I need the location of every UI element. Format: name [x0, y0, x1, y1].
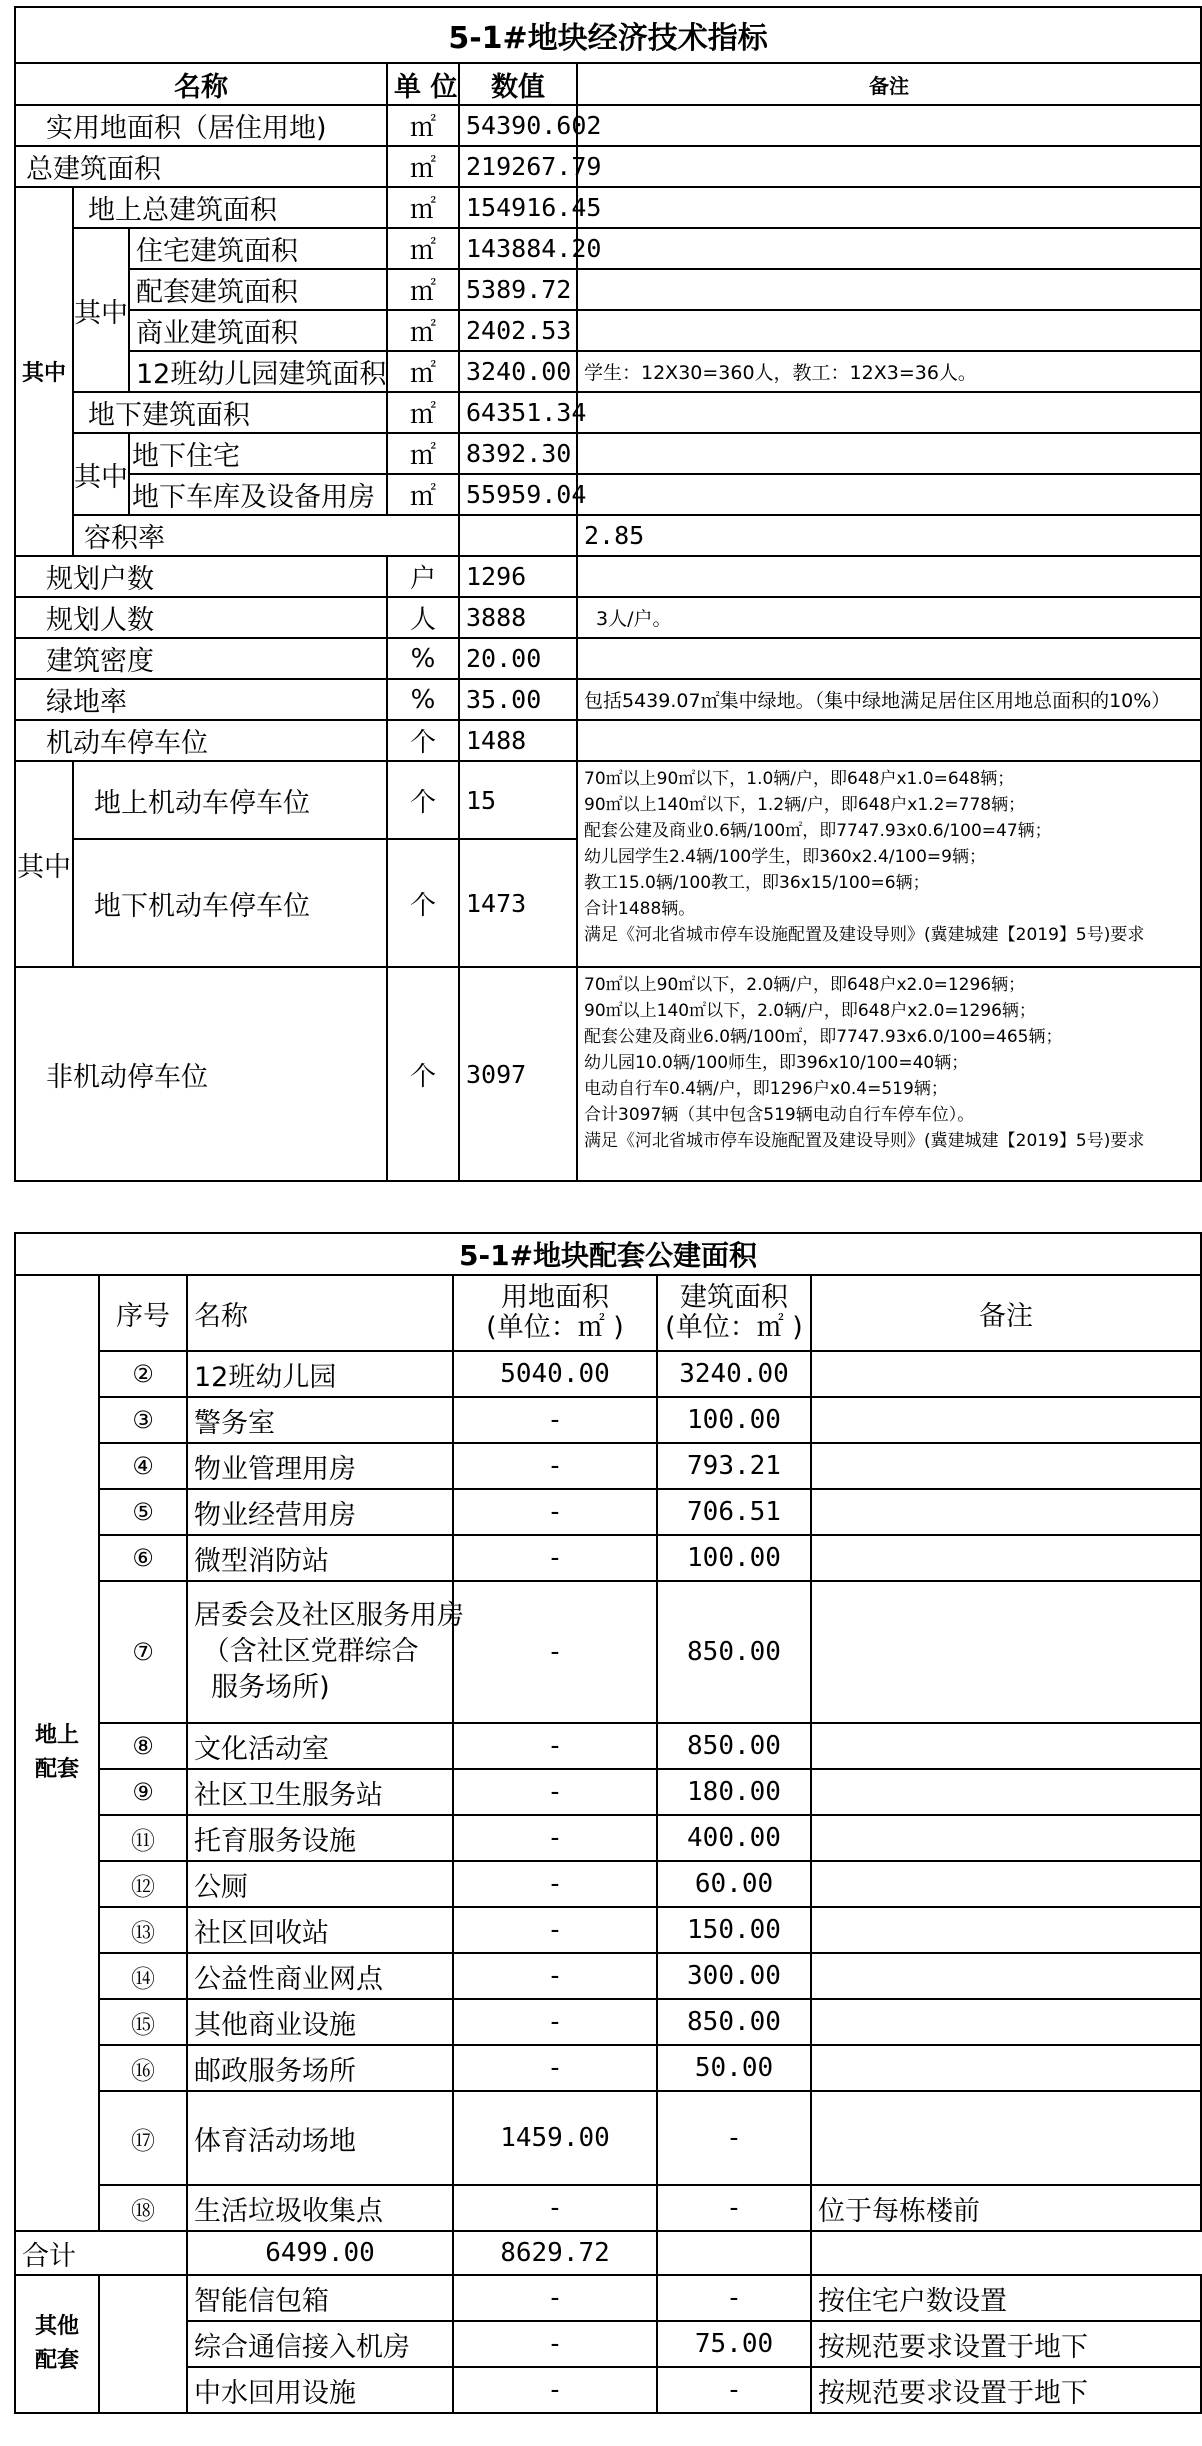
table-row: ⑫ 公厕 - 60.00 — [15, 1861, 1201, 1907]
row-total-area: 总建筑面积 ㎡ 219267.79 — [15, 146, 1201, 187]
header-unit: 单 位 — [387, 63, 459, 105]
row-parking: 机动车停车位 个 1488 — [15, 720, 1201, 761]
qizhong-parking-label: 其中 — [15, 761, 73, 967]
row-far: 容积率 2.85 — [15, 515, 1201, 556]
row-under-total: 地下建筑面积 ㎡ 64351.34 — [15, 392, 1201, 433]
table-row: 综合通信接入机房 - 75.00 按规范要求设置于地下 — [15, 2321, 1201, 2367]
row-park-under: 地下机动车停车位 个 1473 — [15, 839, 1201, 967]
row-park-above: 其中 地上机动车停车位 个 15 70㎡以上90㎡以下，1.0辆/户，即648户x1.0=648辆； 90㎡以上140㎡以下，1.2辆/户，即648户x1.2=778辆； 配套公建及商业0.6辆/100㎡，即7747.93x0.6/100=47辆； 幼儿园学生2.4辆/100学生，即360x2.4/100=9辆； 教工15.0辆/100教工，即36x15/100=6辆； 合计1488辆。 满足《河北省城市停车设施配置及建设导则》(冀建城建【2019】5号)要求 — [15, 761, 1201, 839]
table2-title: 5-1#地块配套公建面积 — [15, 1233, 1201, 1275]
table-row: ⑪ 托育服务设施 - 400.00 — [15, 1815, 1201, 1861]
row-commercial: 商业建筑面积 ㎡ 2402.53 — [15, 310, 1201, 351]
table-row: ⑤ 物业经营用房 - 706.51 — [15, 1489, 1201, 1535]
header-note2: 备注 — [811, 1275, 1201, 1351]
table1-title: 5-1#地块经济技术指标 — [15, 7, 1201, 63]
header-value: 数值 — [459, 63, 577, 105]
row-green: 绿地率 % 35.00 包括5439.07㎡集中绿地。（集中绿地满足居住区用地总面积的10%） — [15, 679, 1201, 720]
parking-notes: 70㎡以上90㎡以下，1.0辆/户，即648户x1.0=648辆； 90㎡以上140㎡以下，1.2辆/户，即648户x1.2=778辆； 配套公建及商业0.6辆/100㎡，即7747.93x0.6/100=47辆； 幼儿园学生2.4辆/100学生，即360x2.4/100=9辆； 教工15.0辆/100教工，即36x15/100=6辆； 合计1488辆。 满足《河北省城市停车设施配置及建设导则》(冀建城建【2019】5号)要求 — [577, 761, 1201, 967]
table-row: ② 12班幼儿园 5040.00 3240.00 — [15, 1351, 1201, 1397]
table-row: ⑰ 体育活动场地 1459.00 - — [15, 2091, 1201, 2185]
header-note: 备注 — [577, 63, 1201, 105]
row-kindergarten: 12班幼儿园建筑面积 ㎡ 3240.00 学生：12X30=360人，教工：12X3=36人。 — [15, 351, 1201, 392]
header-land: 用地面积 (单位：㎡ ) — [453, 1275, 657, 1351]
row-households: 规划户数 户 1296 — [15, 556, 1201, 597]
economic-indicators-table — [14, 6, 1202, 1182]
group-other-label: 其他 配套 — [15, 2275, 99, 2413]
table-row: 中水回用设施 - - 按规范要求设置于地下 — [15, 2367, 1201, 2413]
row-above-total: 其中 地上总建筑面积 ㎡ 154916.45 — [15, 187, 1201, 228]
header-no: 序号 — [99, 1275, 187, 1351]
row-population: 规划人数 人 3888 3人/户。 — [15, 597, 1201, 638]
table-row: ③ 警务室 - 100.00 — [15, 1397, 1201, 1443]
row-under-res: 其中 地下住宅 ㎡ 8392.30 — [15, 433, 1201, 474]
row-land-area: 实用地面积（居住用地) ㎡ 54390.602 — [15, 105, 1201, 146]
row-density: 建筑密度 % 20.00 — [15, 638, 1201, 679]
table-row: ⑨ 社区卫生服务站 - 180.00 — [15, 1769, 1201, 1815]
header-name: 名称 — [15, 63, 387, 105]
qizhong-label: 其中 — [15, 187, 73, 556]
table-row: ⑱ 生活垃圾收集点 - - 位于每栋楼前 — [15, 2185, 1201, 2231]
table-row: ⑬ 社区回收站 - 150.00 — [15, 1907, 1201, 1953]
row-under-garage: 地下车库及设备用房 ㎡ 55959.04 — [15, 474, 1201, 515]
table-row: 其他 配套 智能信包箱 - - 按住宅户数设置 — [15, 2275, 1201, 2321]
table-row: ⑯ 邮政服务场所 - 50.00 — [15, 2045, 1201, 2091]
table-row: ⑭ 公益性商业网点 - 300.00 — [15, 1953, 1201, 1999]
table-row: ⑦ 居委会及社区服务用房 （含社区党群综合 服务场所) - 850.00 — [15, 1581, 1201, 1723]
header-name2: 名称 — [187, 1275, 453, 1351]
total-row: 合计 6499.00 8629.72 — [15, 2231, 1201, 2275]
table-row: ⑥ 微型消防站 - 100.00 — [15, 1535, 1201, 1581]
qizhong-under-label: 其中 — [73, 433, 129, 515]
nonmotor-notes: 70㎡以上90㎡以下，2.0辆/户，即648户x2.0=1296辆； 90㎡以上140㎡以下，2.0辆/户，即648户x2.0=1296辆； 配套公建及商业6.0辆/100㎡，即7747.93x6.0/100=465辆； 幼儿园10.0辆/100师生，即396x10/100=40辆； 电动自行车0.4辆/户，即1296户x0.4=519辆； 合计3097辆（其中包含519辆电动自行车停车位）。 满足《河北省城市停车设施配置及建设导则》(冀建城建【2019】5号)要求 — [577, 967, 1201, 1181]
table-row: ⑧ 文化活动室 - 850.00 — [15, 1723, 1201, 1769]
row-nonmotor: 非机动停车位 个 3097 70㎡以上90㎡以下，2.0辆/户，即648户x2.0=1296辆； 90㎡以上140㎡以下，2.0辆/户，即648户x2.0=1296辆； 配套公建及商业6.0辆/100㎡，即7747.93x6.0/100=465辆； 幼儿园10.0辆/100师生，即396x10/100=40辆； 电动自行车0.4辆/户，即1296户x0.4=519辆； 合计3097辆（其中包含519辆电动自行车停车位）。 满足《河北省城市停车设施配置及建设导则》(冀建城建【2019】5号)要求 — [15, 967, 1201, 1181]
table-row: ⑮ 其他商业设施 - 850.00 — [15, 1999, 1201, 2045]
header-build: 建筑面积 (单位：㎡ ) — [657, 1275, 811, 1351]
table-row: ④ 物业管理用房 - 793.21 — [15, 1443, 1201, 1489]
qizhong-sub-label: 其中 — [73, 228, 129, 392]
row-residential: 其中 住宅建筑面积 ㎡ 143884.20 — [15, 228, 1201, 269]
row-supporting: 配套建筑面积 ㎡ 5389.72 — [15, 269, 1201, 310]
group-above-label: 地上 配套 — [15, 1275, 99, 2231]
public-facilities-table — [14, 1232, 1202, 2414]
